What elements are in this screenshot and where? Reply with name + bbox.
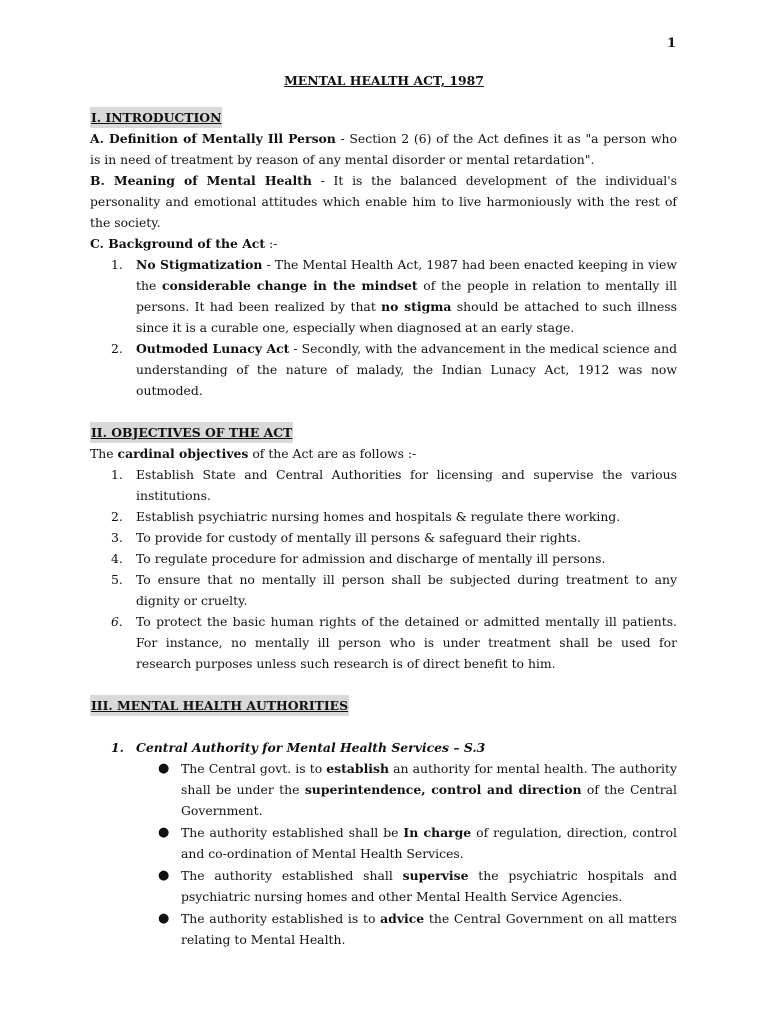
bullet-icon: ● [158,825,170,840]
page-number: 1 [666,36,676,51]
list-number: 1. [111,467,123,482]
item-text: of the Central Government. [181,782,677,818]
list-number: 2. [111,341,123,356]
item-text: To regulate procedure for admission and discharge of mentally ill persons. [136,551,606,566]
list-number: 3. [111,530,123,545]
list-item [90,908,677,950]
item-bold-text: no stigma [381,299,452,314]
item-text: The Central govt. is to [181,761,327,776]
definition-text: - Section 2 (6) of the Act defines it as "a person who is in need of treatment by reason of any mental disorder or mental retardation". [90,131,677,167]
item-bold-label: No Stigmatization [136,257,263,272]
item-bold-label: Outmoded Lunacy Act [136,341,290,356]
document-title: MENTAL HEALTH ACT, 1987 [284,73,484,88]
item-bold-text: advice [380,911,425,926]
item-text: should be attached to such illness since it is a curable one, especially when diagnosed at an early stage. [136,299,677,335]
list-item [90,506,677,527]
item-text: To protect the basic human rights of the detained or admitted mentally ill patients. For instance, no mentally ill person who is under treatment shall be used for research purposes unless such research is of direct benefit to him. [136,614,677,671]
item-text: an authority for mental health. The authority shall be under the [181,761,677,797]
item-text: the Central Government on all matters relating to Mental Health. [181,911,677,947]
item-text: To provide for custody of mentally ill persons & safeguard their rights. [136,530,581,545]
list-item [90,822,677,864]
list-item [90,569,677,611]
bullet-icon: ● [158,868,170,883]
list-number: 5. [111,572,123,587]
item-bold-text: considerable change in the mindset [161,278,418,293]
authority-bullet-list [90,758,677,950]
lead-text: The [90,446,118,461]
bullet-icon: ● [158,911,170,926]
list-item [90,758,677,821]
document-body [90,107,677,951]
item-bold-text: establish [326,761,389,776]
list-item [90,254,677,338]
list-item [90,464,677,506]
item-text: the psychiatric hospitals and psychiatric nursing homes and other Mental Health Service Agencies. [181,868,678,904]
item-text: Establish State and Central Authorities for licensing and supervise the various institutions. [136,467,677,503]
background-paragraph [90,233,677,254]
objectives-list [90,464,677,674]
lead-text: of the Act are as follows :- [248,446,417,461]
item-text: To ensure that no mentally ill person shall be subjected during treatment to any dignity or cruelty. [136,572,677,608]
bullet-icon: ● [158,761,170,776]
item-bold-text: supervise [402,868,469,883]
item-text: of regulation, direction, control and co-ordination of Mental Health Services. [181,825,677,861]
subsection-number: 1. [111,740,124,755]
list-number: 2. [111,509,123,524]
background-suffix: :- [265,236,278,251]
objectives-lead [90,443,677,464]
item-bold-text: In charge [403,825,472,840]
lead-bold-text: cardinal objectives [117,446,249,461]
section-heading-objectives: II. OBJECTIVES OF THE ACT [90,422,293,443]
meaning-text: - It is the balanced development of the individual's personality and emotional attitudes which enable him to live harmoniously with the rest of the society. [90,173,678,230]
subsection-heading-central-authority [90,737,677,758]
list-item [90,527,677,548]
list-item [90,865,677,907]
item-text: of the people in relation to mentally ill persons. It had been realized by that [136,278,677,314]
item-text: - The Mental Health Act, 1987 had been enacted keeping in view the [136,257,677,293]
background-list [90,254,677,401]
section-heading-introduction: I. INTRODUCTION [90,107,222,128]
list-item [90,338,677,401]
item-text: The authority established is to [181,911,381,926]
subsection-title: Central Authority for Mental Health Services – S.3 [136,740,486,755]
list-item [90,548,677,569]
list-number: 6. [111,614,123,629]
item-text: The authority established shall be [181,825,404,840]
definition-label: A. Definition of Mentally Ill Person [90,131,336,146]
item-bold-text: superintendence, control and direction [304,782,582,797]
item-text: Establish psychiatric nursing homes and hospitals & regulate there working. [136,509,621,524]
definition-paragraph [90,128,677,170]
background-label: C. Background of the Act [90,236,266,251]
list-number: 4. [111,551,123,566]
meaning-paragraph [90,170,677,233]
list-item [90,611,677,674]
list-number: 1. [111,257,123,272]
item-text: - Secondly, with the advancement in the medical science and understanding of the nature of malady, the Indian Lunacy Act, 1912 was now outmoded. [136,341,677,398]
section-heading-authorities: III. MENTAL HEALTH AUTHORITIES [90,695,349,716]
item-text: The authority established shall [181,868,403,883]
meaning-label: B. Meaning of Mental Health [90,173,312,188]
